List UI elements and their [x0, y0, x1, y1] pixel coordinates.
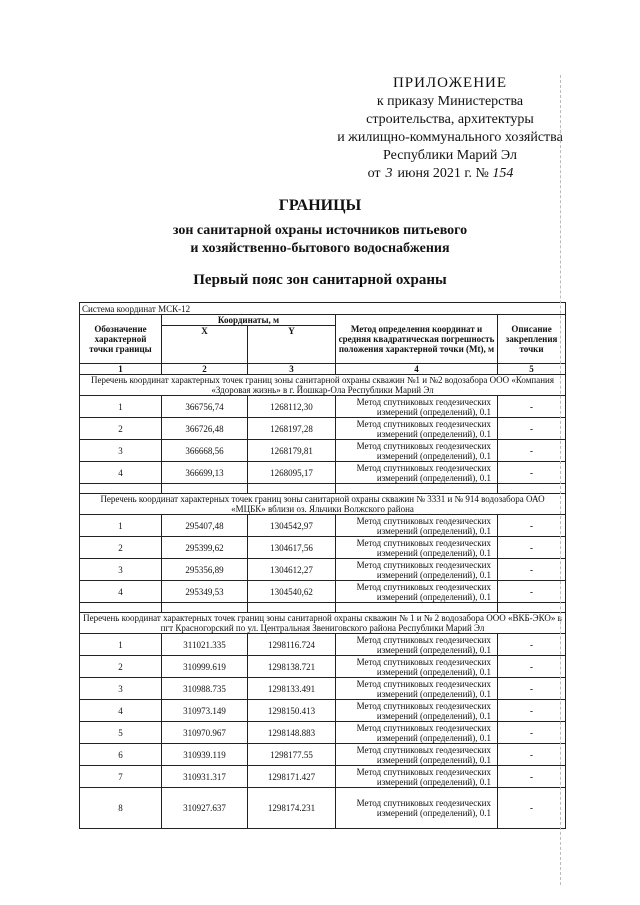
x-coordinate: 310931.317 [162, 766, 248, 788]
point-number: 3 [80, 440, 162, 462]
point-number: 7 [80, 766, 162, 788]
header-description: Описание закрепления точки [498, 315, 566, 364]
header-coordinates: Координаты, м [162, 315, 336, 326]
table-row [80, 744, 566, 766]
method-cell: Метод спутниковых геодезических измерений (определений), 0.1 [336, 515, 498, 537]
table-row [80, 440, 566, 462]
header-x: X [162, 326, 248, 364]
subtitle-line-2: и хозяйственно-бытового водоснабжения [190, 241, 450, 256]
y-coordinate: 1298174.231 [248, 788, 336, 829]
y-coordinate: 1268112,30 [248, 396, 336, 418]
method-cell: Метод спутниковых геодезических измерений (определений), 0.1 [336, 722, 498, 744]
y-coordinate: 1304542,97 [248, 515, 336, 537]
table-row [80, 678, 566, 700]
y-coordinate: 1268179,81 [248, 440, 336, 462]
page-title: ГРАНИЦЫ [278, 197, 362, 214]
method-cell: Метод спутниковых геодезических измерений (определений), 0.1 [336, 744, 498, 766]
empty-cell [336, 484, 498, 494]
description-cell: - [498, 766, 566, 788]
y-coordinate: 1298171.427 [248, 766, 336, 788]
x-coordinate: 310927.637 [162, 788, 248, 829]
point-number: 2 [80, 656, 162, 678]
description-cell: - [498, 559, 566, 581]
method-cell: Метод спутниковых геодезических измерений (определений), 0.1 [336, 418, 498, 440]
table-row [80, 515, 566, 537]
annex-line-2: строительства, архитектуры [366, 112, 534, 127]
belt-heading: Первый пояс зон санитарной охраны [193, 272, 447, 288]
date-rest: июня 2021 г. № [397, 166, 489, 181]
group-title-row [80, 613, 566, 634]
point-number: 2 [80, 537, 162, 559]
coordinate-system: Система координат МСК-12 [80, 303, 566, 315]
method-cell: Метод спутниковых геодезических измерений (определений), 0.1 [336, 462, 498, 484]
table-row [80, 418, 566, 440]
table-row [80, 537, 566, 559]
group-title: Перечень координат характерных точек границ зоны санитарной охраны скважин № 1 и № 2 водозабора ООО «ВКБ-ЭКО» в пгт Красногорский по ул. Центральная Звениговского района Республики Марий Эл [80, 613, 566, 634]
description-cell: - [498, 634, 566, 656]
column-numbers-row [80, 364, 566, 375]
empty-cell [248, 484, 336, 494]
empty-cell [80, 603, 162, 613]
description-cell: - [498, 462, 566, 484]
annex-line-1: к приказу Министерства [376, 94, 524, 109]
table-row [80, 788, 566, 829]
date-day: 3 [385, 166, 393, 181]
method-cell: Метод спутниковых геодезических измерений (определений), 0.1 [336, 766, 498, 788]
point-number: 3 [80, 559, 162, 581]
y-coordinate: 1268095,17 [248, 462, 336, 484]
y-coordinate: 1298133.491 [248, 678, 336, 700]
point-number: 4 [80, 581, 162, 603]
empty-cell [80, 484, 162, 494]
header-designation: Обозначение характерной точки границы [80, 315, 162, 364]
table-row [80, 656, 566, 678]
group-title-row [80, 375, 566, 396]
y-coordinate: 1304612,27 [248, 559, 336, 581]
point-number: 6 [80, 744, 162, 766]
description-cell: - [498, 656, 566, 678]
table-row [80, 700, 566, 722]
description-cell: - [498, 581, 566, 603]
x-coordinate: 310988.735 [162, 678, 248, 700]
annex-block [300, 74, 600, 183]
empty-cell [248, 603, 336, 613]
annex-title: ПРИЛОЖЕНИЕ [392, 75, 508, 91]
annex-line-3: и жилищно-коммунального хозяйства [337, 130, 563, 145]
description-cell: - [498, 537, 566, 559]
scan-fold-line [560, 75, 561, 885]
point-number: 5 [80, 722, 162, 744]
method-cell: Метод спутниковых геодезических измерений (определений), 0.1 [336, 581, 498, 603]
description-cell: - [498, 515, 566, 537]
method-cell: Метод спутниковых геодезических измерений (определений), 0.1 [336, 440, 498, 462]
x-coordinate: 366699,13 [162, 462, 248, 484]
empty-cell [336, 603, 498, 613]
y-coordinate: 1298148.883 [248, 722, 336, 744]
empty-cell [162, 603, 248, 613]
method-cell: Метод спутниковых геодезических измерений (определений), 0.1 [336, 634, 498, 656]
description-cell: - [498, 700, 566, 722]
x-coordinate: 366726,48 [162, 418, 248, 440]
y-coordinate: 1298177.55 [248, 744, 336, 766]
x-coordinate: 310970.967 [162, 722, 248, 744]
description-cell: - [498, 744, 566, 766]
column-number: 4 [336, 364, 498, 375]
table-row [80, 559, 566, 581]
method-cell: Метод спутниковых геодезических измерений (определений), 0.1 [336, 537, 498, 559]
point-number: 4 [80, 700, 162, 722]
table-row [80, 766, 566, 788]
x-coordinate: 295407,48 [162, 515, 248, 537]
y-coordinate: 1298150.413 [248, 700, 336, 722]
x-coordinate: 310973.149 [162, 700, 248, 722]
x-coordinate: 310939.119 [162, 744, 248, 766]
description-cell: - [498, 396, 566, 418]
page-subtitle [0, 222, 640, 258]
point-number: 8 [80, 788, 162, 829]
x-coordinate: 295399,62 [162, 537, 248, 559]
x-coordinate: 295349,53 [162, 581, 248, 603]
system-row [80, 303, 566, 315]
header-y: Y [248, 326, 336, 364]
empty-cell [162, 484, 248, 494]
column-number: 3 [248, 364, 336, 375]
date-number: 154 [492, 166, 514, 181]
x-coordinate: 295356,89 [162, 559, 248, 581]
description-cell: - [498, 722, 566, 744]
method-cell: Метод спутниковых геодезических измерений (определений), 0.1 [336, 656, 498, 678]
method-cell: Метод спутниковых геодезических измерений (определений), 0.1 [336, 788, 498, 829]
method-cell: Метод спутниковых геодезических измерений (определений), 0.1 [336, 700, 498, 722]
method-cell: Метод спутниковых геодезических измерений (определений), 0.1 [336, 559, 498, 581]
y-coordinate: 1304540,62 [248, 581, 336, 603]
x-coordinate: 366668,56 [162, 440, 248, 462]
annex-line-4: Республики Марий Эл [383, 148, 517, 163]
point-number: 1 [80, 634, 162, 656]
point-number: 3 [80, 678, 162, 700]
y-coordinate: 1304617,56 [248, 537, 336, 559]
annex-date-line [300, 165, 600, 183]
group-title: Перечень координат характерных точек границ зоны санитарной охраны скважин №1 и №2 водозабора ООО «Компания «Здоровая жизнь» в г. Йошкар-Ола Республики Марий Эл [80, 375, 566, 396]
table-row [80, 462, 566, 484]
x-coordinate: 311021.335 [162, 634, 248, 656]
group-title: Перечень координат характерных точек границ зоны санитарной охраны скважин № 3331 и № 914 водозабора ОАО «МЦБК» вблизи оз. Яльчики Волжского района [80, 494, 566, 515]
column-number: 5 [498, 364, 566, 375]
description-cell: - [498, 678, 566, 700]
table-row [80, 396, 566, 418]
y-coordinate: 1298116.724 [248, 634, 336, 656]
x-coordinate: 310999.619 [162, 656, 248, 678]
date-prefix: от [367, 166, 381, 181]
subtitle-line-1: зон санитарной охраны источников питьевого [172, 223, 468, 238]
column-number: 2 [162, 364, 248, 375]
header-method: Метод определения координат и средняя квадратическая погрешность положения характерной точки (Mt), м [336, 315, 498, 364]
group-title-row [80, 494, 566, 515]
header-row-1 [80, 315, 566, 326]
empty-cell [498, 484, 566, 494]
method-cell: Метод спутниковых геодезических измерений (определений), 0.1 [336, 678, 498, 700]
coordinates-table [79, 302, 566, 829]
table-row [80, 581, 566, 603]
point-number: 1 [80, 396, 162, 418]
description-cell: - [498, 418, 566, 440]
empty-cell [498, 603, 566, 613]
spacer-row [80, 484, 566, 494]
point-number: 1 [80, 515, 162, 537]
table-row [80, 722, 566, 744]
description-cell: - [498, 788, 566, 829]
y-coordinate: 1298138.721 [248, 656, 336, 678]
point-number: 2 [80, 418, 162, 440]
column-number: 1 [80, 364, 162, 375]
point-number: 4 [80, 462, 162, 484]
method-cell: Метод спутниковых геодезических измерений (определений), 0.1 [336, 396, 498, 418]
y-coordinate: 1268197,28 [248, 418, 336, 440]
x-coordinate: 366756,74 [162, 396, 248, 418]
table-row [80, 634, 566, 656]
spacer-row [80, 603, 566, 613]
description-cell: - [498, 440, 566, 462]
